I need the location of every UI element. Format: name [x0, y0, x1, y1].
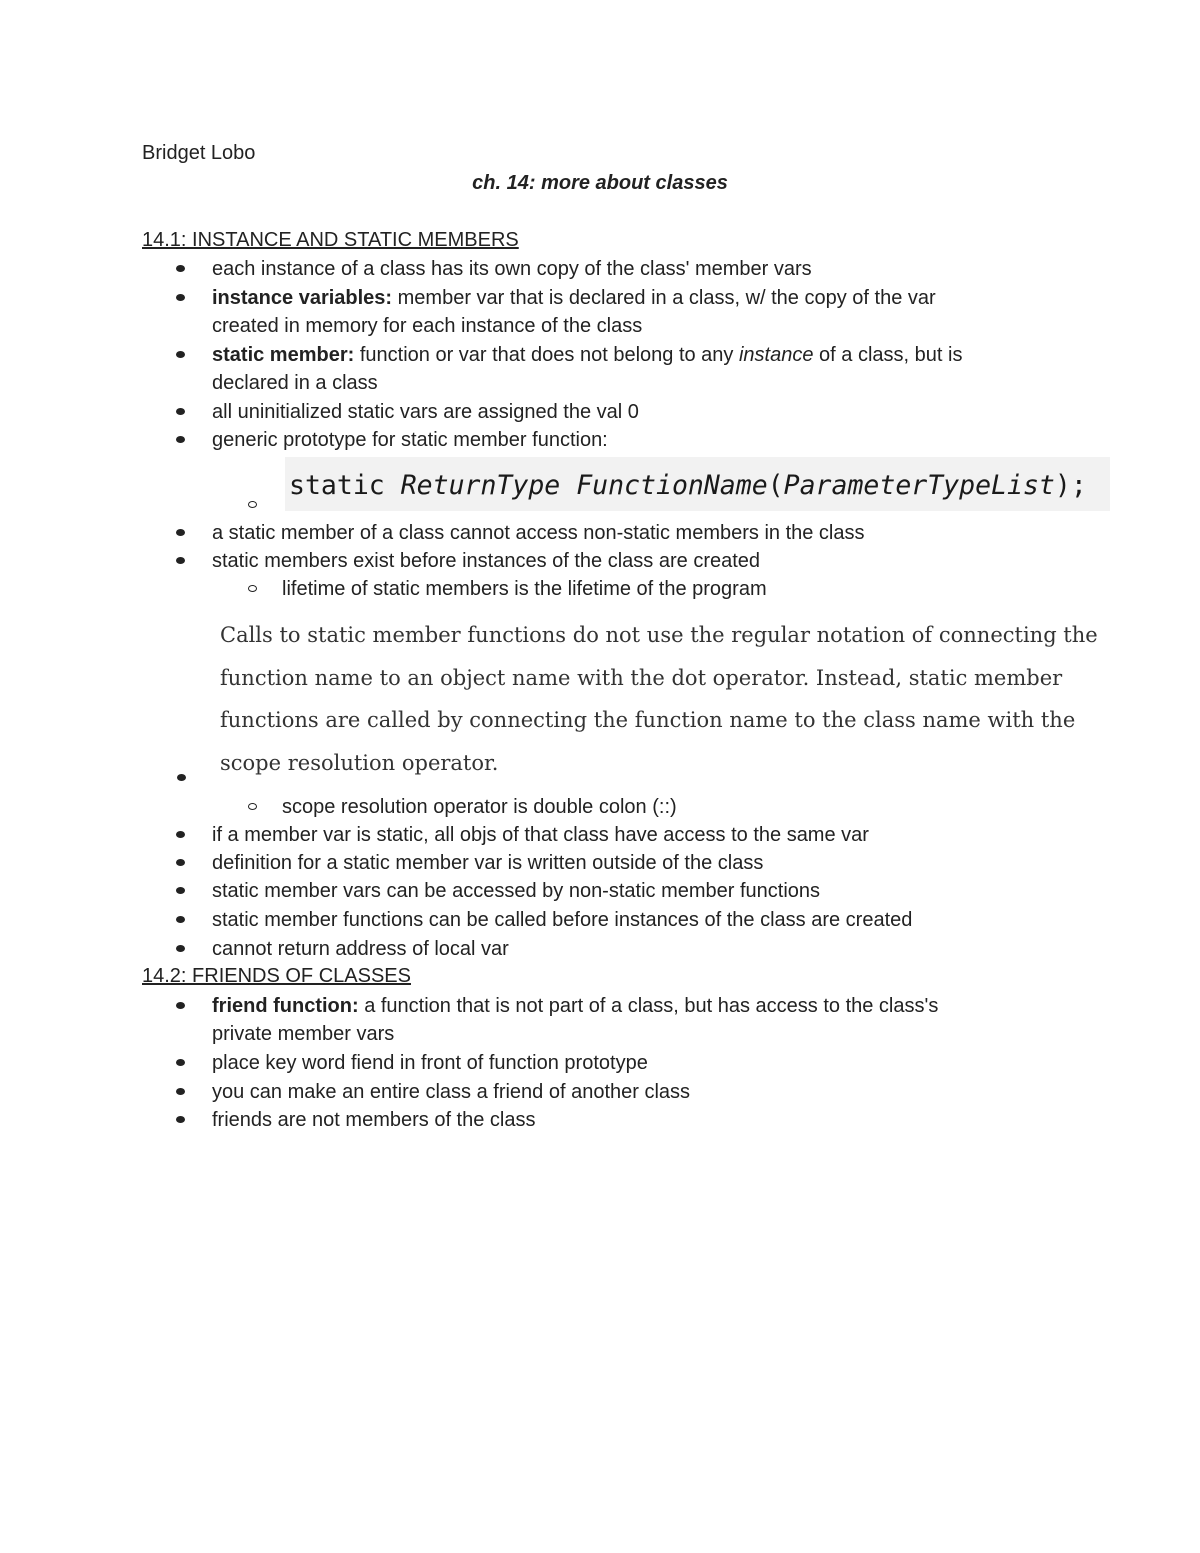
sub-bullet-icon	[248, 501, 257, 508]
sub-list-item: scope resolution operator is double colon (::)	[282, 793, 1182, 821]
bullet-icon	[176, 1059, 185, 1066]
bullet-icon	[176, 831, 185, 838]
author-name: Bridget Lobo	[142, 142, 256, 164]
bullet-icon	[176, 1002, 185, 1009]
section-heading-instance-static: 14.1: INSTANCE AND STATIC MEMBERS	[142, 229, 519, 251]
list-item: friends are not members of the class	[212, 1106, 1112, 1134]
bullet-icon	[176, 916, 185, 923]
list-item: definition for a static member var is written outside of the class	[212, 849, 1112, 877]
bullet-icon	[176, 859, 185, 866]
sub-bullet-icon	[248, 803, 257, 810]
bullet-icon	[176, 557, 185, 564]
term-static-member: static member:	[212, 344, 355, 366]
list-item: generic prototype for static member function:	[212, 426, 1112, 454]
bullet-icon	[176, 1116, 185, 1123]
bullet-icon	[176, 408, 185, 415]
list-item: a static member of a class cannot access non-static members in the class	[212, 519, 1112, 547]
code-prototype: static ReturnType FunctionName(ParameterTypeList);	[289, 470, 1087, 501]
bullet-icon	[176, 436, 185, 443]
bullet-icon	[176, 351, 185, 358]
bullet-icon	[177, 774, 186, 781]
page-title: ch. 14: more about classes	[472, 172, 728, 194]
list-item-static-member: static member: function or var that does not belong to any instance of a class, but is declared in a class	[212, 341, 1112, 398]
sub-bullet-icon	[248, 585, 257, 592]
list-item: you can make an entire class a friend of another class	[212, 1078, 1112, 1106]
list-item: all uninitialized static vars are assigned the val 0	[212, 398, 1112, 426]
list-item: static members exist before instances of the class are created	[212, 547, 1112, 575]
list-item: place key word fiend in front of function prototype	[212, 1049, 1112, 1077]
sub-list-item: lifetime of static members is the lifetime of the program	[282, 575, 1182, 603]
list-item-friend-function: friend function: a function that is not part of a class, but has access to the class's private member vars	[212, 992, 1112, 1049]
bullet-icon	[176, 887, 185, 894]
list-item: each instance of a class has its own copy of the class' member vars	[212, 255, 1112, 283]
bullet-icon	[176, 265, 185, 272]
textbook-quote-image: Calls to static member functions do not use the regular notation of connecting the function name to an object name with the dot operator. Instead, static member functions are called by connecting the function name to the class name with the scope resolution operator.	[220, 623, 1098, 775]
bullet-icon	[176, 1088, 185, 1095]
list-item: cannot return address of local var	[212, 935, 1112, 963]
list-item-instance-variables: instance variables: member var that is declared in a class, w/ the copy of the var created in memory for each instance of the class	[212, 284, 1112, 341]
section-heading-friends: 14.2: FRIENDS OF CLASSES	[142, 965, 411, 987]
term-friend-function: friend function:	[212, 995, 359, 1017]
term-instance-variables: instance variables:	[212, 287, 393, 309]
bullet-icon	[176, 945, 185, 952]
bullet-icon	[176, 529, 185, 536]
list-item: if a member var is static, all objs of that class have access to the same var	[212, 821, 1112, 849]
bullet-icon	[176, 294, 185, 301]
list-item: static member vars can be accessed by non-static member functions	[212, 877, 1112, 905]
list-item: static member functions can be called before instances of the class are created	[212, 906, 1112, 934]
